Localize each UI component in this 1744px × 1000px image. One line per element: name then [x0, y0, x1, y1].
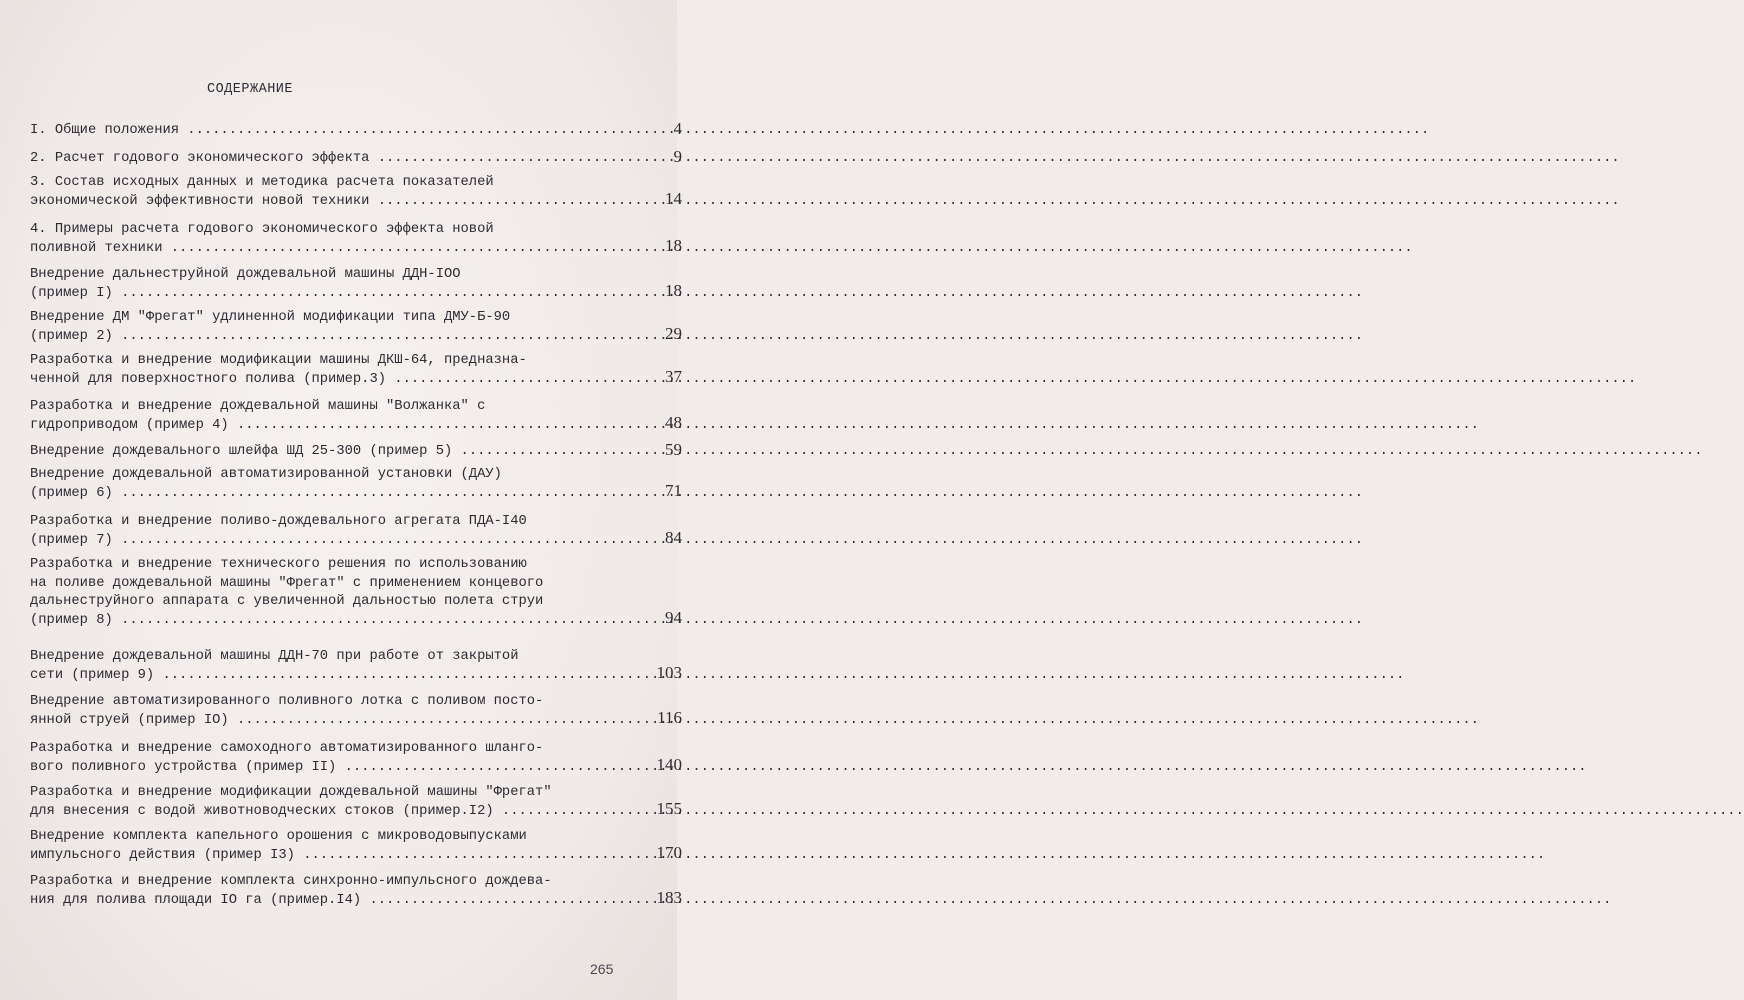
- toc-entry-line: экономической эффективности новой техники .....: [30, 193, 610, 212]
- toc-entry-text: [30, 443, 610, 462]
- toc-entry-text: [30, 556, 610, 630]
- toc-entry-line: поливной техники .....: [30, 240, 610, 259]
- toc-entry-page: 48: [665, 413, 682, 432]
- toc-entry-page: 4: [673, 118, 682, 138]
- toc-title: СОДЕРЖАНИЕ: [206, 82, 293, 97]
- toc-entry: [30, 352, 682, 389]
- toc-entry-text: [30, 122, 610, 141]
- toc-entry-page: 103: [656, 663, 682, 682]
- toc-entry: [30, 648, 682, 685]
- toc-entry: [30, 146, 682, 169]
- page-number: 265: [590, 961, 614, 977]
- toc-entry-page: 29: [665, 324, 682, 343]
- toc-entry-line: Внедрение дальнеструйной дождевальной машины ДДН-IOO: [30, 267, 461, 282]
- toc-entry: [30, 221, 682, 258]
- toc-entry-text: [30, 266, 610, 303]
- toc-entry-line: на поливе дождевальной машины "Фрегат" с применением концевого: [30, 575, 544, 591]
- toc-entry-line: 3. Состав исходных данных и методика расчета показателей: [30, 175, 494, 190]
- document-page: [0, 0, 682, 1000]
- toc-entry-line: Внедрение автоматизированного поливного лотка с поливом посто-: [30, 694, 544, 709]
- toc-entry-text: [30, 828, 610, 865]
- toc-entry: [30, 873, 682, 910]
- toc-entry: [30, 693, 682, 730]
- toc-entry-line: Внедрение комплекта капельного орошения с микроводовыпусками: [30, 829, 527, 844]
- toc-entry-line: гидроприводом (пример 4) .....: [30, 417, 610, 436]
- toc-entry-page: 170: [656, 843, 682, 862]
- toc-entry-page: 183: [656, 888, 682, 907]
- toc-entry-line: 2. Расчет годового экономического эффекта .....: [30, 150, 610, 169]
- toc-entry: [30, 740, 682, 777]
- toc-entry: [30, 118, 682, 141]
- toc-entry: [30, 439, 682, 462]
- toc-entry-line: для внесения с водой животноводческих стоков (пример.I2) .....: [30, 803, 610, 822]
- toc-entry-page: 84: [665, 528, 682, 547]
- toc-entry-line: Разработка и внедрение модификации дождевальной машины "Фрегат": [30, 785, 552, 800]
- toc-entry: [30, 309, 682, 346]
- toc-entry-line: Внедрение ДМ "Фрегат" удлиненной модификации типа ДМУ-Б-90: [30, 310, 511, 325]
- toc-entry-line: ния для полива площади IO га (пример.I4) .....: [30, 892, 610, 911]
- toc-entry-line: (пример 2) .....: [30, 328, 610, 347]
- toc-entry-line: вого поливного устройства (пример II) .....: [30, 759, 610, 778]
- toc-entry-page: 14: [665, 189, 682, 208]
- toc-entry: [30, 466, 682, 503]
- toc-entry-page: 116: [657, 708, 682, 727]
- toc-entry-text: [30, 693, 610, 730]
- toc-entry-line: I. Общие положения .....: [30, 122, 610, 141]
- toc-entry-page: 71: [665, 481, 682, 500]
- toc-entry-line: Разработка и внедрение технического решения по использованию: [30, 557, 527, 572]
- toc-entry-line: Разработка и внедрение модификации машины ДКШ-64, предназна-: [30, 353, 527, 368]
- toc-entry-text: [30, 352, 610, 389]
- toc-entry-text: [30, 221, 610, 258]
- toc-entry-line: импульсного действия (пример I3) .....: [30, 847, 610, 866]
- toc-entry: [30, 513, 682, 550]
- toc-entry-line: (пример 7) .....: [30, 532, 610, 551]
- toc-entry: [30, 784, 682, 821]
- toc-entry-text: [30, 398, 610, 435]
- toc-entry-line: (пример 6) .....: [30, 485, 610, 504]
- toc-entry-text: [30, 740, 610, 777]
- toc-entry: [30, 398, 682, 435]
- toc-entry-page: 94: [665, 608, 682, 627]
- toc-entry-text: [30, 648, 610, 685]
- toc-entry-text: [30, 174, 610, 211]
- toc-entry-page: 155: [656, 799, 682, 818]
- toc-entry-line: (пример I) .....: [30, 285, 610, 304]
- toc-entry-page: 9: [673, 146, 682, 166]
- toc-entry-line: (пример 8) .....: [30, 612, 610, 631]
- toc-entry-line: Внедрение дождевальной машины ДДН-70 при работе от закрытой: [30, 649, 519, 664]
- toc-entry-line: Разработка и внедрение самоходного автоматизированного шланго-: [30, 741, 544, 756]
- toc-entry: [30, 828, 682, 865]
- toc-entry-text: [30, 784, 610, 821]
- toc-entry: [30, 266, 682, 303]
- toc-entry-text: [30, 150, 610, 169]
- toc-entry-line: Разработка и внедрение поливо-дождевального агрегата ПДА-I40: [30, 514, 527, 529]
- toc-entry-text: [30, 873, 610, 910]
- toc-entry-text: [30, 309, 610, 346]
- toc-entry-page: 18: [665, 281, 682, 300]
- toc-entry-line: Внедрение дождевального шлейфа ШД 25-300 (пример 5) .....: [30, 443, 610, 462]
- toc-entry-line: сети (пример 9) .....: [30, 667, 610, 686]
- toc-entry-line: ченной для поверхностного полива (пример.3) .....: [30, 371, 610, 390]
- toc-entry-text: [30, 513, 610, 550]
- toc-entry: [30, 556, 682, 630]
- toc-entry-page: 59: [665, 439, 682, 459]
- toc-entry-line: янной струей (пример IO) .....: [30, 712, 610, 731]
- toc-entry-page: 18: [665, 236, 682, 255]
- toc-entry-page: 37: [665, 367, 682, 386]
- toc-entry-line: 4. Примеры расчета годового экономического эффекта новой: [30, 222, 494, 237]
- toc-entry-line: дальнеструйного аппарата с увеличенной дальностью полета струи: [30, 594, 544, 609]
- toc-entry-page: 140: [656, 755, 682, 774]
- toc-entry-line: Разработка и внедрение комплекта синхронно-импульсного дождева-: [30, 874, 552, 889]
- toc-entry-line: Разработка и внедрение дождевальной машины "Волжанка" с: [30, 399, 486, 414]
- toc-entry-text: [30, 466, 610, 503]
- toc-entry-line: Внедрение дождевальной автоматизированной установки (ДАУ): [30, 467, 502, 482]
- toc-entry: [30, 174, 682, 211]
